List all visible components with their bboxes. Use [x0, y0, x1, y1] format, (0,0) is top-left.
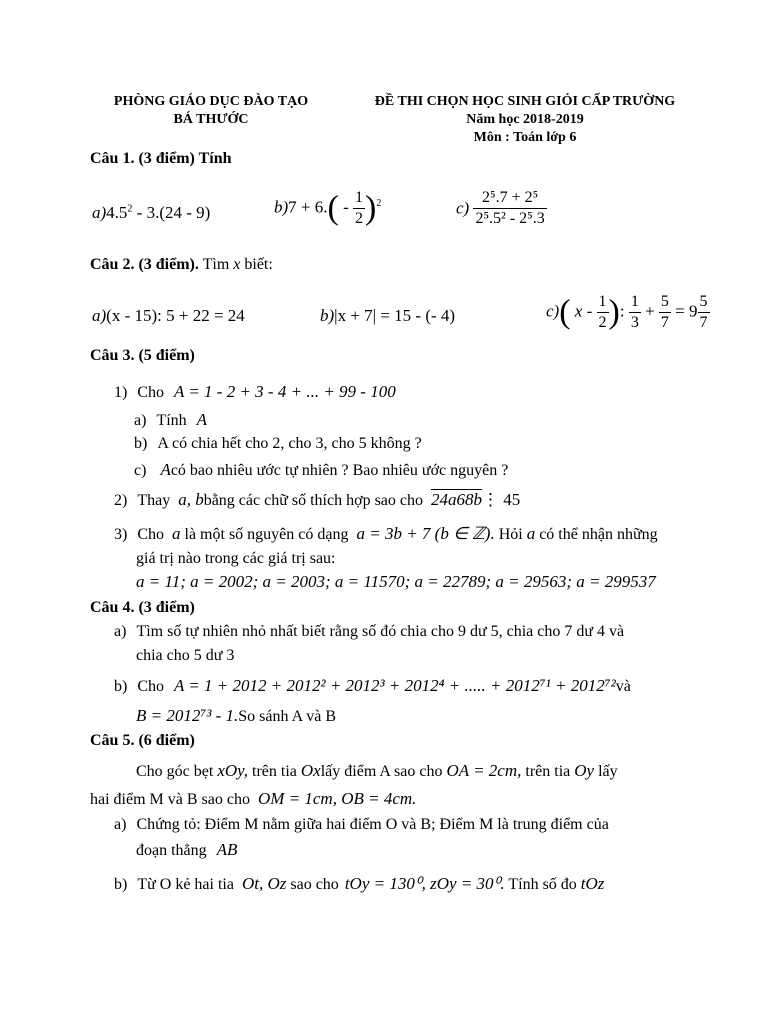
- q2-c-n3: 5: [659, 292, 671, 313]
- q3-i3-text1: Cho: [137, 526, 164, 543]
- q3-i1-num: 1): [114, 384, 128, 401]
- q2-c-frac3: [659, 292, 671, 333]
- question-4-title: Câu 4. (3 điểm): [90, 599, 195, 616]
- q4-a-label: a): [114, 623, 127, 640]
- q2-c-n1: 1: [597, 292, 609, 313]
- q2-part-c: [546, 292, 710, 333]
- q3-i3-text4: có thể nhận những: [539, 526, 658, 543]
- q2-c-close-paren: ): [608, 293, 620, 331]
- q1-a-label: a): [92, 203, 107, 222]
- q4-b-and: và: [615, 678, 631, 695]
- q2-c-open-expr: x -: [574, 301, 593, 321]
- q1-b-open-paren: (: [327, 189, 339, 227]
- exam-title: ĐỀ THI CHỌN HỌC SINH GIỎI CẤP TRƯỜNG: [374, 94, 676, 109]
- q4-b-line2: [136, 706, 336, 726]
- q5-b-text3: Tính số đo: [508, 876, 577, 893]
- q1-b-minus: -: [343, 197, 349, 217]
- q3-i3-var: a: [172, 524, 181, 543]
- q3-i2-text1: Thay: [137, 492, 171, 509]
- q4-b-end: So sánh A và B: [238, 708, 337, 725]
- q5-p2: trên tia: [252, 763, 297, 780]
- q2-c-label: c): [546, 301, 560, 321]
- q2-c-d4: 7: [699, 314, 708, 331]
- q3-i1a-var: A: [196, 410, 208, 429]
- q1-b-numerator: 1: [353, 188, 365, 209]
- q1-a-expr1: 4.5: [106, 203, 128, 222]
- q4-part-a: [114, 623, 624, 641]
- q4-b-expr-a: A = 1 + 2012 + 2012² + 2012³ + 2012⁴ + ..... + 2012⁷¹ + 2012⁷²: [174, 676, 616, 695]
- question-1-title: Câu 1. (3 điểm) Tính: [90, 150, 232, 167]
- q3-i2-number-expr: 24a68b: [431, 490, 482, 509]
- q5-p4: trên tia: [525, 763, 571, 780]
- q4-b-text: Cho: [137, 678, 164, 695]
- q5-b-expr: tOy = 130⁰, zOy = 30⁰.: [344, 874, 505, 893]
- q5-p4-var: Oy: [574, 761, 595, 780]
- q2-c-d3: 7: [660, 314, 669, 331]
- q2-c-equals: = 9: [675, 301, 698, 321]
- q2-title-bold: Câu 2. (3 điểm).: [90, 256, 199, 273]
- q5-a-line1: Chứng tỏ: Điểm M nằm giữa hai điểm O và B; Điểm M là trung điểm của: [136, 816, 609, 833]
- q5-a-line2: [136, 840, 237, 860]
- q2-title-rest: Tìm: [198, 256, 234, 273]
- q5-p3-expr: OA = 2cm,: [446, 761, 522, 780]
- q1-c-numerator: 2⁵.7 + 2⁵: [473, 188, 546, 209]
- q1-part-b: [274, 188, 381, 229]
- q3-i1a-text: Tính: [156, 412, 187, 429]
- q2-c-d1: 2: [598, 314, 607, 331]
- q1-b-label: b): [274, 197, 289, 217]
- q5-p1: Cho góc bẹt: [136, 763, 214, 780]
- q3-i1-expr: A = 1 - 2 + 3 - 4 + ... + 99 - 100: [174, 382, 396, 401]
- question-2-title: [90, 256, 273, 274]
- q2-c-d2: 3: [630, 314, 639, 331]
- q3-item-1b: [134, 435, 422, 453]
- q5-b-var: tOz: [580, 874, 605, 893]
- q3-i2-num: 2): [114, 492, 128, 509]
- q2-c-frac4: [698, 292, 710, 333]
- subject: Môn : Toán lớp 6: [473, 130, 577, 145]
- q5-p1-var: xOy,: [217, 761, 249, 780]
- q2-part-b: [320, 306, 455, 326]
- q3-i1c-text: có bao nhiêu ước tự nhiên ? Bao nhiêu ước nguyên ?: [170, 462, 509, 479]
- q2-a-label: a): [92, 306, 107, 325]
- q5-part-a: [114, 816, 609, 834]
- q5-a-var: AB: [216, 840, 238, 859]
- q2-b-label: b): [320, 306, 335, 325]
- q2-c-frac1: [597, 292, 609, 333]
- q5-line2-text: hai điểm M và B sao cho: [90, 791, 250, 808]
- q3-i3-num: 3): [114, 526, 128, 543]
- q5-a-line2-text: đoạn thẳng: [136, 842, 207, 859]
- q3-i2-vars: a, b: [178, 490, 204, 509]
- question-3-title: Câu 3. (5 điểm): [90, 347, 195, 364]
- q2-x-var: x: [233, 256, 241, 273]
- q3-i2-text2: bằng các chữ số thích hợp sao cho: [203, 492, 423, 509]
- q3-i3-text2: là một số nguyên có dạng: [184, 526, 349, 543]
- q2-title-end: biết:: [240, 256, 273, 273]
- q3-i1b-label: b): [134, 435, 148, 452]
- school-year: Năm học 2018-2019: [466, 112, 584, 127]
- q3-i3-line2: giá trị nào trong các giá trị sau:: [136, 550, 336, 567]
- q5-line2-expr: OM = 1cm, OB = 4cm.: [257, 789, 417, 808]
- q2-c-frac2: [629, 292, 641, 333]
- q3-item-2: [114, 490, 520, 510]
- q3-item-1c: [134, 460, 508, 480]
- q5-b-text2: sao cho: [290, 876, 339, 893]
- q4-a-line1: Tìm số tự nhiên nhỏ nhất biết rằng số đó chia cho 9 dư 5, chia cho 7 dư 4 và: [136, 623, 625, 640]
- q3-item-3: [114, 524, 658, 544]
- q1-part-a: [92, 203, 210, 223]
- q1-c-label: c): [456, 198, 470, 218]
- q2-part-a: [92, 306, 245, 326]
- q1-c-denominator: 2⁵.5² - 2⁵.3: [475, 210, 545, 227]
- q5-b-text1: Từ O kẻ hai tia: [137, 876, 234, 893]
- q5-p5: lấy: [598, 763, 618, 780]
- q3-i3-values: a = 11; a = 2002; a = 2003; a = 11570; a = 22789; a = 29563; a = 299537: [136, 572, 656, 591]
- q2-c-plus: +: [645, 301, 655, 321]
- q1-a-expr2: - 3.(24 - 9): [132, 203, 211, 222]
- q5-line1: [136, 761, 618, 781]
- q1-b-expr: 7 + 6.: [288, 197, 328, 217]
- q4-part-b: [114, 676, 631, 696]
- q1-a-exponent: 2: [127, 203, 133, 215]
- q1-b-exponent: 2: [376, 197, 382, 209]
- q2-c-n2: 1: [629, 292, 641, 313]
- q5-line2: [90, 789, 416, 809]
- school-department: PHÒNG GIÁO DỤC ĐÀO TẠO: [113, 94, 309, 109]
- q4-b-expr-b: B = 2012⁷³ - 1.: [136, 706, 239, 725]
- q3-item-1a: [134, 410, 207, 430]
- q3-item-1: [114, 382, 396, 402]
- q2-c-colon: :: [619, 301, 625, 321]
- q3-i1-text: Cho: [137, 384, 164, 401]
- q5-p2-var: Ox: [300, 761, 321, 780]
- q1-c-fraction: [473, 188, 546, 229]
- question-5-title: Câu 5. (6 điểm): [90, 732, 195, 749]
- q5-a-label: a): [114, 816, 127, 833]
- q5-b-vars: Ot, Oz: [241, 874, 287, 893]
- school-district: BÁ THƯỚC: [173, 112, 249, 127]
- q2-b-expr: |x + 7| = 15 - (- 4): [334, 306, 456, 325]
- q3-i1c-var: A: [160, 460, 171, 479]
- q1-b-close-paren: ): [365, 189, 377, 227]
- q1-b-denominator: 2: [355, 210, 364, 227]
- q4-b-label: b): [114, 678, 128, 695]
- q3-i3-expr: a = 3b + 7 (b ∈ ℤ).: [356, 524, 495, 543]
- q3-i3-var2: a: [526, 524, 536, 543]
- q5-b-label: b): [114, 876, 128, 893]
- q2-c-n4: 5: [698, 292, 710, 313]
- q3-i2-divisible: ⋮ 45: [482, 490, 521, 509]
- q4-a-line2: chia cho 5 dư 3: [136, 647, 235, 664]
- q2-c-open-paren: (: [559, 293, 571, 331]
- q1-part-c: [456, 188, 547, 229]
- q3-i3-text3: Hỏi: [498, 526, 523, 543]
- q3-i1a-label: a): [134, 412, 147, 429]
- q3-i1b-text: A có chia hết cho 2, cho 3, cho 5 không ?: [157, 435, 422, 452]
- q3-i1c-label: c): [134, 462, 147, 479]
- q5-part-b: [114, 874, 604, 894]
- q5-p3: lấy điểm A sao cho: [320, 763, 443, 780]
- q1-b-fraction: [353, 188, 365, 229]
- q2-a-expr: (x - 15): 5 + 22 = 24: [106, 306, 245, 325]
